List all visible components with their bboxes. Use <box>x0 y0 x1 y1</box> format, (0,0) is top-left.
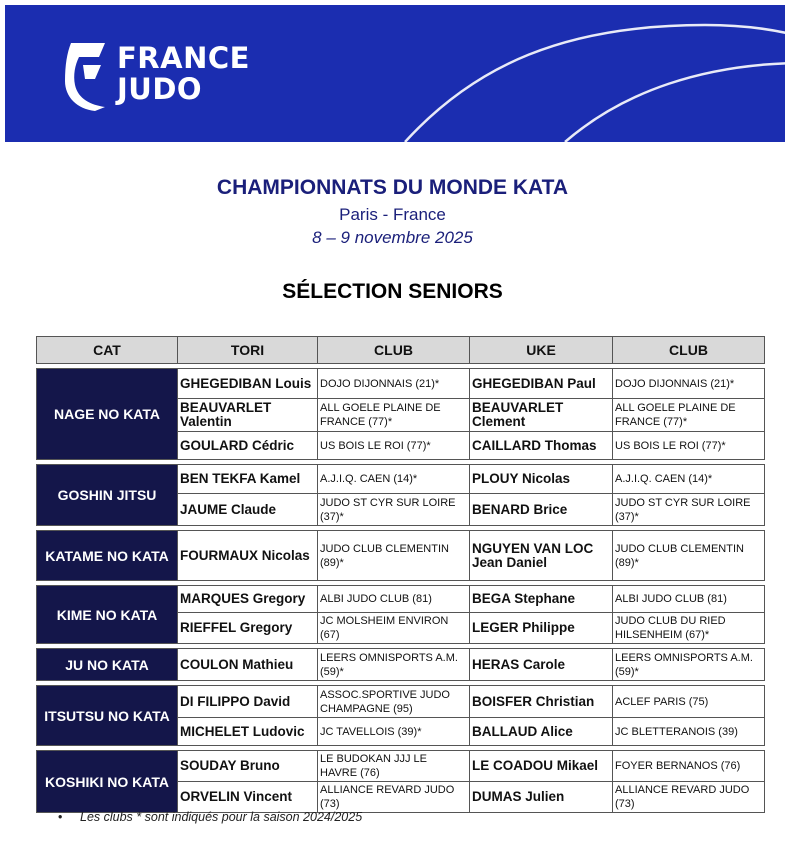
tori-club: LEERS OMNISPORTS A.M. (59)* <box>318 649 470 681</box>
table-header-row <box>37 337 765 364</box>
table-row <box>37 531 765 581</box>
uke-name: LE COADOU Mikael <box>470 751 613 782</box>
tori-name: GOULARD Cédric <box>178 432 318 460</box>
tori-club: JC TAVELLOIS (39)* <box>318 718 470 746</box>
tori-name: FOURMAUX Nicolas <box>178 531 318 581</box>
header-uke: UKE <box>470 337 613 364</box>
tori-club: JUDO ST CYR SUR LOIRE (37)* <box>318 494 470 526</box>
uke-club: JUDO ST CYR SUR LOIRE (37)* <box>613 494 765 526</box>
header-cat: CAT <box>37 337 178 364</box>
judo-logo-icon <box>65 41 111 111</box>
uke-club: ALBI JUDO CLUB (81) <box>613 586 765 613</box>
header-banner <box>5 5 785 142</box>
tori-club: DOJO DIJONNAIS (21)* <box>318 369 470 399</box>
uke-name: HERAS Carole <box>470 649 613 681</box>
category-cell: KIME NO KATA <box>37 586 178 644</box>
uke-club: DOJO DIJONNAIS (21)* <box>613 369 765 399</box>
uke-name: GHEGEDIBAN Paul <box>470 369 613 399</box>
footnote-bullet: • <box>58 810 63 824</box>
table-row <box>37 649 765 681</box>
tori-club: ALLIANCE REVARD JUDO (73) <box>318 782 470 813</box>
table-row <box>37 751 765 782</box>
tori-club: US BOIS LE ROI (77)* <box>318 432 470 460</box>
event-place: Paris - France <box>339 205 446 224</box>
logo-line-2: JUDO <box>117 72 203 106</box>
header-club-tori: CLUB <box>318 337 470 364</box>
uke-name: DUMAS Julien <box>470 782 613 813</box>
tori-name: DI FILIPPO David <box>178 686 318 718</box>
uke-name: BOISFER Christian <box>470 686 613 718</box>
uke-name: BEAUVARLET Clement <box>470 399 613 432</box>
uke-club: JUDO CLUB DU RIED HILSENHEIM (67)* <box>613 613 765 644</box>
uke-club: US BOIS LE ROI (77)* <box>613 432 765 460</box>
footnote-text: Les clubs * sont indiqués pour la saison 2024/2025 <box>80 810 363 824</box>
logo-line-1: FRANCE <box>117 41 250 75</box>
uke-name: CAILLARD Thomas <box>470 432 613 460</box>
uke-club: JUDO CLUB CLEMENTIN (89)* <box>613 531 765 581</box>
uke-club: ALL GOELE PLAINE DE FRANCE (77)* <box>613 399 765 432</box>
uke-club: LEERS OMNISPORTS A.M. (59)* <box>613 649 765 681</box>
table-row <box>37 465 765 494</box>
tori-name: COULON Mathieu <box>178 649 318 681</box>
tori-club: ALBI JUDO CLUB (81) <box>318 586 470 613</box>
table-row <box>37 586 765 613</box>
uke-name: NGUYEN VAN LOC Jean Daniel <box>470 531 613 581</box>
header-club-uke: CLUB <box>613 337 765 364</box>
tori-name: RIEFFEL Gregory <box>178 613 318 644</box>
tori-name: BEN TEKFA Kamel <box>178 465 318 494</box>
uke-club: ALLIANCE REVARD JUDO (73) <box>613 782 765 813</box>
category-cell: GOSHIN JITSU <box>37 465 178 526</box>
selection-table <box>36 336 765 813</box>
tori-name: MARQUES Gregory <box>178 586 318 613</box>
tori-name: JAUME Claude <box>178 494 318 526</box>
uke-club: JC BLETTERANOIS (39) <box>613 718 765 746</box>
tori-club: LE BUDOKAN JJJ LE HAVRE (76) <box>318 751 470 782</box>
uke-name: PLOUY Nicolas <box>470 465 613 494</box>
france-judo-logo <box>65 41 265 113</box>
table-row <box>37 686 765 718</box>
uke-club: ACLEF PARIS (75) <box>613 686 765 718</box>
uke-club: FOYER BERNANOS (76) <box>613 751 765 782</box>
category-cell: JU NO KATA <box>37 649 178 681</box>
tori-name: BEAUVARLET Valentin <box>178 399 318 432</box>
tori-name: MICHELET Ludovic <box>178 718 318 746</box>
uke-name: BALLAUD Alice <box>470 718 613 746</box>
tori-name: SOUDAY Bruno <box>178 751 318 782</box>
category-cell: NAGE NO KATA <box>37 369 178 460</box>
selection-title: SÉLECTION SENIORS <box>282 280 503 303</box>
event-dates: 8 – 9 novembre 2025 <box>312 228 473 247</box>
tori-club: ALL GOELE PLAINE DE FRANCE (77)* <box>318 399 470 432</box>
uke-club: A.J.I.Q. CAEN (14)* <box>613 465 765 494</box>
tori-club: A.J.I.Q. CAEN (14)* <box>318 465 470 494</box>
category-cell: KATAME NO KATA <box>37 531 178 581</box>
header-tori: TORI <box>178 337 318 364</box>
tori-club: JC MOLSHEIM ENVIRON (67) <box>318 613 470 644</box>
category-cell: KOSHIKI NO KATA <box>37 751 178 813</box>
logo-wordmark <box>117 43 250 105</box>
category-cell: ITSUTSU NO KATA <box>37 686 178 746</box>
uke-name: LEGER Philippe <box>470 613 613 644</box>
tori-name: GHEGEDIBAN Louis <box>178 369 318 399</box>
tori-club: JUDO CLUB CLEMENTIN (89)* <box>318 531 470 581</box>
footnote <box>58 810 362 824</box>
table-body <box>37 364 765 813</box>
uke-name: BEGA Stephane <box>470 586 613 613</box>
table-row <box>37 369 765 399</box>
tori-club: ASSOC.SPORTIVE JUDO CHAMPAGNE (95) <box>318 686 470 718</box>
tori-name: ORVELIN Vincent <box>178 782 318 813</box>
uke-name: BENARD Brice <box>470 494 613 526</box>
event-title: CHAMPIONNATS DU MONDE KATA <box>216 176 569 199</box>
